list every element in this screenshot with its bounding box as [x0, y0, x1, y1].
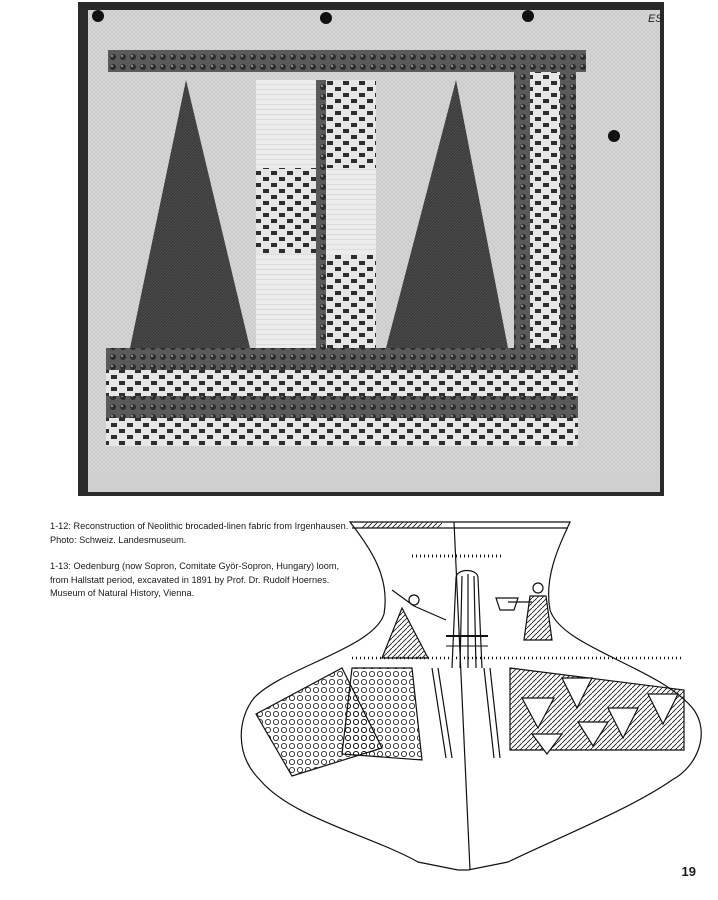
corner-mark: ES — [648, 13, 663, 25]
checker-light — [256, 80, 326, 168]
pin — [320, 12, 332, 24]
checker-divider — [316, 80, 326, 348]
page-number: 19 — [681, 864, 696, 879]
vase-drawing — [232, 518, 702, 880]
loom — [446, 571, 488, 669]
fabric-fringe — [88, 472, 660, 492]
lower-band — [106, 348, 578, 370]
checker-light — [256, 254, 316, 348]
pin — [608, 130, 620, 142]
spinner-figure — [496, 583, 552, 640]
top-band — [108, 50, 586, 72]
right-border-band — [560, 72, 576, 348]
fringe-lines — [432, 668, 500, 758]
checker-dark — [256, 168, 316, 254]
rim-band — [362, 522, 442, 528]
pin — [522, 10, 534, 22]
right-checker-band — [530, 72, 560, 348]
right-border-band — [514, 72, 530, 348]
caption-fig-1-13: 1-13: Oedenburg (now Sopron, Comitate Györ-Sopron, Hungary) loom, from Hallstatt period, excavated in 1891 by Prof. Dr. Rudolf Hoernes. Museum of Natural History, Vienna. — [50, 561, 340, 598]
fabric-photo — [78, 2, 664, 496]
lower-checker-band — [106, 418, 578, 446]
lower-band — [106, 396, 578, 418]
lower-checker-band — [106, 370, 578, 396]
left-ring-panel-2 — [342, 668, 422, 760]
checker-dark — [326, 80, 376, 168]
pin — [92, 10, 104, 22]
caption-fig-1-12: 1-12: Reconstruction of Neolithic brocaded-linen fabric from Irgenhausen. Photo: Schweiz. Landesmuseum. — [50, 521, 349, 545]
weaver-figure — [382, 590, 446, 658]
